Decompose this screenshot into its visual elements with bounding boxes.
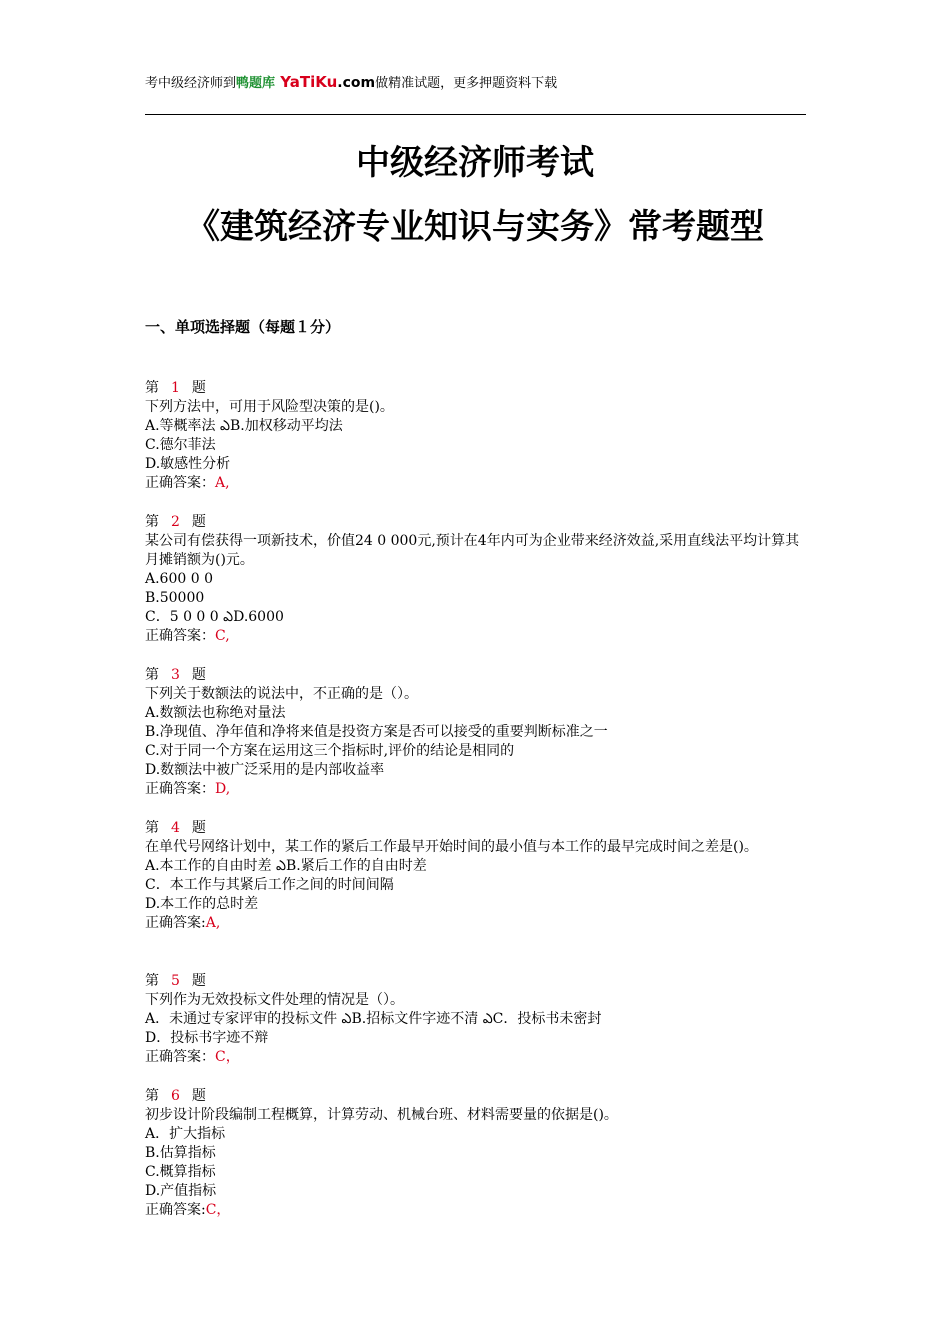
question-number: 第 3 题 [145,667,206,683]
answer-value: A, [205,915,221,931]
question-stem: 下列方法中，可用于风险型决策的是()。 [145,399,394,415]
answer-value: C, [215,628,230,644]
question-number: 第 1 题 [145,380,206,396]
page-header [145,72,557,91]
site-domain[interactable]: .com [337,75,376,91]
option: A.本工作的自由时差 ఎB.紧后工作的自由时差 [145,858,427,874]
option: B.估算指标 [145,1145,216,1161]
option: A.600 0 0 [145,571,213,587]
doc-title: 中级经济师考试 [356,143,594,183]
option: C.概算指标 [145,1164,216,1180]
option: D.数额法中被广泛采用的是内部收益率 [145,762,385,778]
option: C.德尔菲法 [145,437,216,453]
answer-line: 正确答案：C, [145,628,230,644]
question-number: 第 4 题 [145,820,206,836]
doc-subtitle: 《建筑经济专业知识与实务》常考题型 [186,207,764,247]
question-stem: 下列关于数额法的说法中，不正确的是（）。 [145,686,418,702]
question-stem: 下列作为无效投标文件处理的情况是（）。 [145,992,404,1008]
option: A.数额法也称绝对量法 [145,705,286,721]
option: B.50000 [145,590,205,606]
option: C.对于同一个方案在运用这三个指标时,评价的结论是相同的 [145,743,515,759]
question-6 [145,1087,807,1220]
answer-value: C， [205,1202,231,1218]
option: D.本工作的总时差 [145,896,259,912]
question-number: 第 6 题 [145,1088,206,1104]
option: C．5 0 0 0 ఎD.6000 [145,609,284,625]
answer-line: 正确答案:A, [145,915,221,931]
question-stem: 初步设计阶段编制工程概算，计算劳动、机械台班、材料需要量的依据是()。 [145,1107,618,1123]
answer-value: C， [215,1049,240,1065]
answer-value: A, [215,475,230,491]
section-heading: 一、单项选择题（每题１分） [145,318,341,336]
question-number: 第 5 题 [145,973,206,989]
option: A.等概率法 ఎB.加权移动平均法 [145,418,343,434]
header-prefix: 考中级经济师到 [145,76,237,91]
answer-line: 正确答案：A, [145,475,230,491]
question-stem: 在单代号网络计划中，某工作的紧后工作最早开始时间的最小值与本工作的最早完成时间之差是()。 [145,839,758,855]
question-3 [145,666,807,799]
answer-line: 正确答案:C， [145,1202,231,1218]
answer-value: D, [215,781,231,797]
question-number: 第 2 题 [145,514,206,530]
option: D．投标书字迹不辩 [145,1030,269,1046]
question-2 [145,513,807,646]
header-slogan: 做精准试题，更多押题资料下载 [375,76,558,91]
option: A．扩大指标 [145,1126,226,1142]
option: D.敏感性分析 [145,456,231,472]
question-5 [145,972,807,1067]
site-name-cn[interactable]: 鸭题库 [236,76,276,91]
option: A．未通过专家评审的投标文件 ఎB.招标文件字迹不清 ఎC．投标书未密封 [145,1011,602,1027]
option: B.净现值、净年值和净将来值是投资方案是否可以接受的重要判断标准之一 [145,724,608,740]
question-stem: 某公司有偿获得一项新技术，价值24 0 000元,预计在4年内可为企业带来经济效益,采用直线法平均计算其月摊销额为()元。 [145,533,800,568]
site-name-en[interactable]: YaTiKu [275,73,338,91]
header-divider [145,114,806,115]
option: D.产值指标 [145,1183,217,1199]
option: C．本工作与其紧后工作之间的时间间隔 [145,877,394,893]
answer-line: 正确答案：C， [145,1049,240,1065]
answer-line: 正确答案：D, [145,781,231,797]
question-1 [145,379,807,493]
question-4 [145,819,807,933]
